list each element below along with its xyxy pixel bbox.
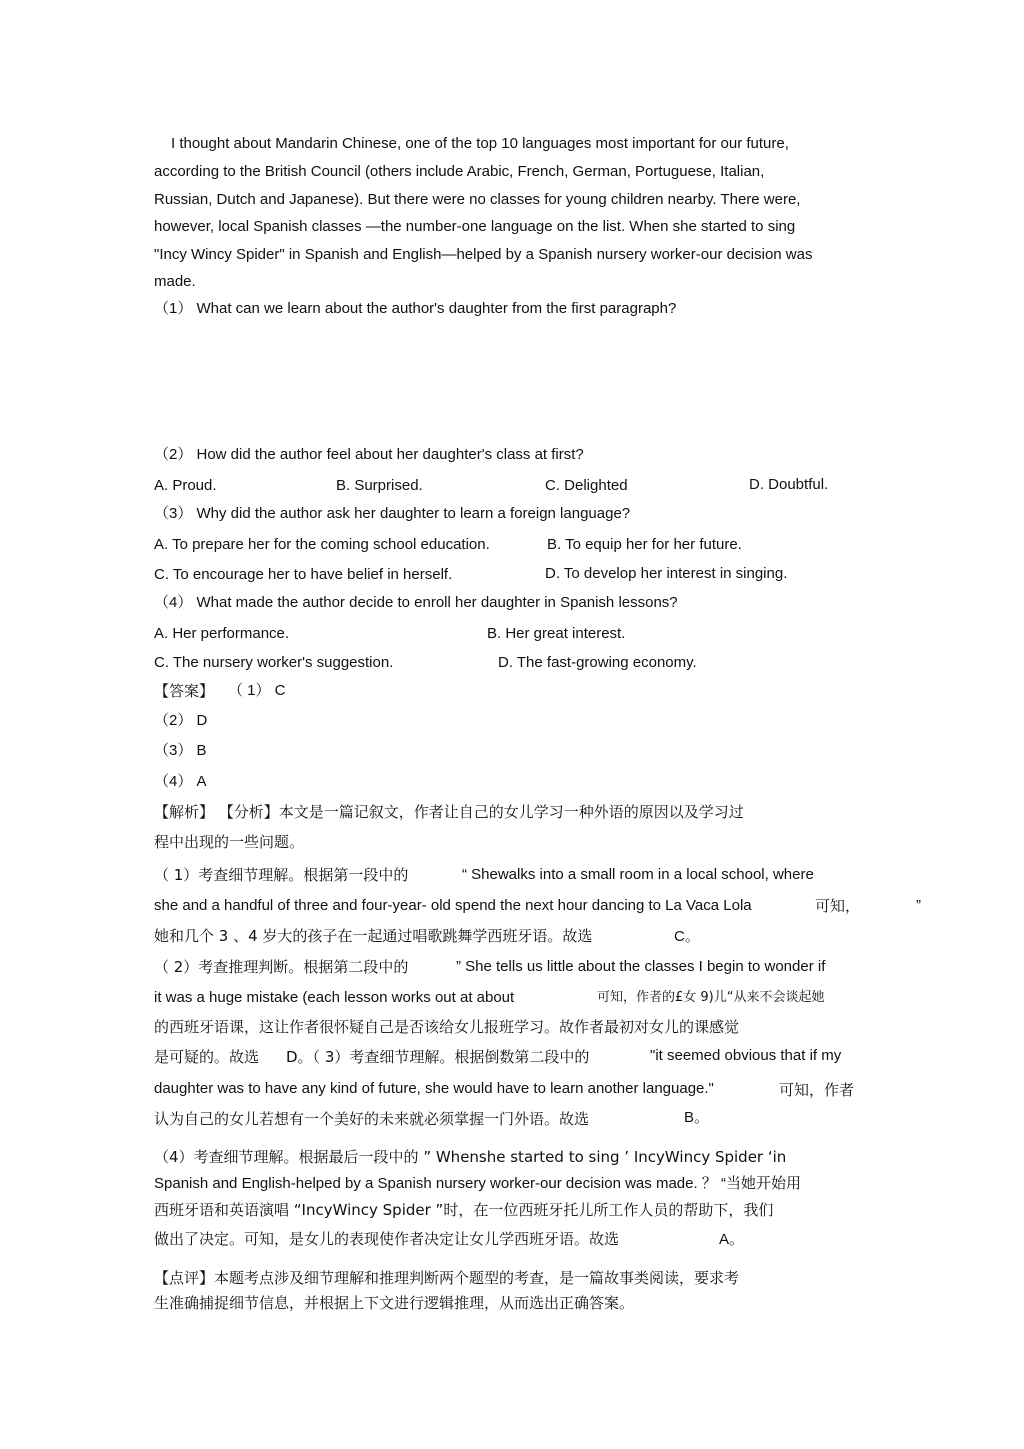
q2-option-c: C. Delighted <box>545 477 628 494</box>
analysis-p2-c: it was a huge mistake (each lesson works out at about <box>154 989 515 1006</box>
q3-option-c: C. To encourage her to have belief in herself. <box>154 566 453 583</box>
q2-option-b: B. Surprised. <box>336 477 423 494</box>
answer-4: （4） A <box>154 773 207 790</box>
passage-line-6: made. <box>154 273 196 290</box>
analysis-line-1: 【解析】 【分析】本文是一篇记叙文，作者让自己的女儿学习一种外语的原因以及学习过 <box>154 803 744 821</box>
q2-option-a: A. Proud. <box>154 477 217 494</box>
answer-2: （2） D <box>154 712 208 729</box>
passage-line-5: "Incy Wincy Spider" in Spanish and English—helped by a Spanish nursery worker-our decision was <box>154 246 813 263</box>
passage-line-1: I thought about Mandarin Chinese, one of the top 10 languages most important for our future, <box>171 135 789 152</box>
question-2: （2） How did the author feel about her daughter's class at first? <box>154 446 584 463</box>
analysis-p4-c: 西班牙语和英语演唱 “IncyWincy Spider ”时，在一位西班牙托儿所工作人员的帮助下，我们 <box>154 1201 774 1219</box>
answer-3: （3） B <box>154 742 207 759</box>
analysis-p4-d: 做出了决定。可知，是女儿的表现使作者决定让女儿学西班牙语。故选 <box>154 1230 620 1248</box>
q4-option-b: B. Her great interest. <box>487 625 626 642</box>
q3-option-d: D. To develop her interest in singing. <box>545 565 788 582</box>
analysis-p1-f: 她和几个 3 、4 岁大的孩子在一起通过唱歌跳舞学西班牙语。故选 <box>154 927 593 945</box>
comment-line-1: 【点评】本题考点涉及细节理解和推理判断两个题型的考查，是一篇故事类阅读，要求考 <box>154 1269 740 1287</box>
analysis-line-2: 程中出现的一些问题。 <box>154 833 305 851</box>
analysis-p4-e: A。 <box>719 1231 745 1248</box>
analysis-p4-b: Spanish and English-helped by a Spanish nursery worker-our decision was made. ？ “当她开始用 <box>154 1175 801 1192</box>
analysis-p3-b: 可知，作者 <box>779 1081 855 1099</box>
analysis-p2-b: ” She tells us little about the classes I begin to wonder if <box>456 958 826 975</box>
analysis-p2-h: "it seemed obvious that if my <box>650 1047 842 1064</box>
analysis-p2-e: 的西班牙语课，这让作者很怀疑自己是否该给女儿报班学习。故作者最初对女儿的课感觉 <box>154 1018 740 1036</box>
question-4: （4） What made the author decide to enroll her daughter in Spanish lessons? <box>154 594 678 611</box>
passage-line-3: Russian, Dutch and Japanese). But there were no classes for young children nearby. There were, <box>154 191 801 208</box>
answers-label: 【答案】 <box>154 682 215 700</box>
answer-1: （ 1） C <box>228 682 286 699</box>
analysis-p1-g: C。 <box>674 928 700 945</box>
analysis-p1-a: （ 1）考查细节理解。根据第一段中的 <box>154 866 409 884</box>
analysis-p2-a: （ 2）考查推理判断。根据第二段中的 <box>154 958 409 976</box>
analysis-p3-c: 认为自己的女儿若想有一个美好的未来就必须掌握一门外语。故选 <box>154 1110 590 1128</box>
passage-line-4: however, local Spanish classes —the number-one language on the list. When she started to sing <box>154 218 796 235</box>
question-3: （3） Why did the author ask her daughter to learn a foreign language? <box>154 505 631 522</box>
analysis-p2-f: 是可疑的。故选 <box>154 1048 260 1066</box>
analysis-p1-d: 可知， <box>815 897 861 915</box>
q2-option-d: D. Doubtful. <box>749 476 829 493</box>
q4-option-a: A. Her performance. <box>154 625 290 642</box>
analysis-p4-a: （4）考查细节理解。根据最后一段中的 ” Whenshe started to sing ’ IncyWincy Spider ‘in <box>154 1148 787 1166</box>
analysis-p2-g: D。（ 3）考查细节理解。根据倒数第二段中的 <box>286 1048 590 1066</box>
analysis-p3-d: B。 <box>684 1109 710 1126</box>
q3-option-a: A. To prepare her for the coming school education. <box>154 536 490 553</box>
analysis-p3-a: daughter was to have any kind of future, she would have to learn another language." <box>154 1080 714 1097</box>
q4-option-d: D. The fast-growing economy. <box>498 654 697 671</box>
q4-option-c: C. The nursery worker's suggestion. <box>154 654 394 671</box>
q3-option-b: B. To equip her for her future. <box>547 536 742 553</box>
analysis-p1-b: “ Shewalks into a small room in a local school, where <box>462 866 814 883</box>
passage-line-2: according to the British Council (others include Arabic, French, German, Portuguese, Italian, <box>154 163 765 180</box>
analysis-p2-d: 可知，作者的£女 9)儿“从来不会谈起她 <box>597 990 825 1005</box>
question-1: （1） What can we learn about the author's daughter from the first paragraph? <box>154 300 677 317</box>
comment-line-2: 生准确捕捉细节信息，并根据上下文进行逻辑推理，从而选出正确答案。 <box>154 1294 635 1312</box>
analysis-p1-e: ” <box>916 897 921 914</box>
analysis-p1-c: she and a handful of three and four-year- old spend the next hour dancing to La Vaca Lola <box>154 897 752 914</box>
